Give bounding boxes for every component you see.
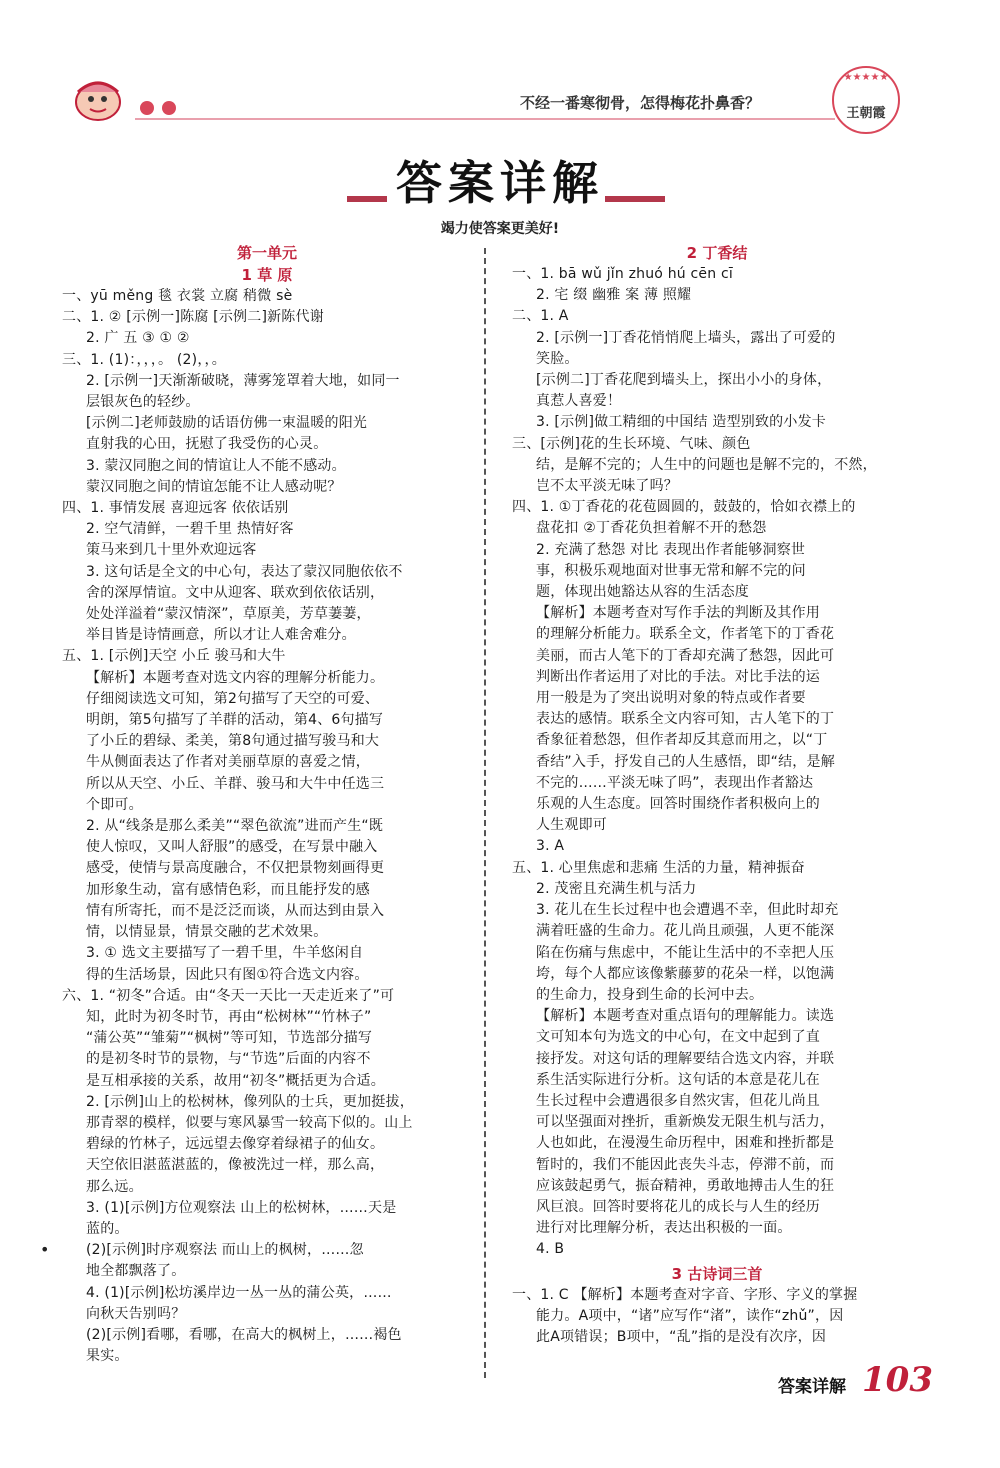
- answer-line: 四、1. ①丁香花的花苞圆圆的，鼓鼓的，恰如衣襟上的: [512, 499, 856, 516]
- right-column: [512, 242, 922, 1348]
- answer-line: 3. 蒙汉同胞之间的情谊让人不能不感动。: [86, 457, 346, 474]
- answer-line: 3. 这句话是全文的中心句，表达了蒙汉同胞依依不: [86, 563, 403, 580]
- answer-line: 判断出作者运用了对比的手法。对比手法的运: [536, 668, 820, 685]
- answer-line: 表达的感情。联系全文内容可知，古人笔下的丁: [536, 711, 835, 728]
- answer-line: 蒙汉同胞之间的情谊怎能不让人感动呢？: [86, 478, 342, 495]
- answer-line: 人也如此，在漫漫生命历程中，困难和挫折都是: [536, 1135, 835, 1152]
- answer-line: 二、1. ② [示例一]陈腐 [示例二]新陈代谢: [62, 309, 324, 326]
- page-number: 103: [862, 1360, 933, 1400]
- answer-line: 2. [示例]山上的松树林，像列队的士兵，更加挺拔，: [86, 1093, 414, 1110]
- answer-line: 2. [示例一]天渐渐破晓，薄雾笼罩着大地，如同一: [86, 372, 400, 389]
- dot: [140, 101, 154, 115]
- answer-line: 2. 空气清鲜，一碧千里 热情好客: [86, 521, 294, 538]
- footer-label: 答案详解: [778, 1377, 846, 1397]
- answer-line: 策马来到几十里外欢迎远客: [86, 542, 257, 559]
- right-answer-lines: [512, 1285, 922, 1349]
- answer-line: 3. (1)[示例]方位观察法 山上的松树林，……天是: [86, 1199, 397, 1216]
- answer-line: 明朗，第5句描写了羊群的活动，第4、6句描写: [86, 712, 384, 729]
- answer-line: 所以从天空、小丘、羊群、骏马和大牛中任选三: [86, 775, 385, 792]
- answer-line: 蓝的。: [86, 1220, 129, 1237]
- answer-line: 举目皆是诗情画意，所以才让人难舍难分。: [86, 627, 356, 644]
- answer-line: 了小丘的碧绿、柔美，第8句通过描写骏马和大: [86, 733, 380, 750]
- answer-line: 三、1. (1)：，，，。 (2)，，。: [62, 351, 226, 368]
- answer-line: 2. 充满了愁怨 对比 表现出作者能够洞察世: [536, 541, 806, 558]
- stars-icon: ★★★★★: [843, 72, 889, 83]
- answer-line: 陷在伤痛与焦虑中，不能让生活中的不幸把人压: [536, 944, 835, 961]
- page-title: 答案详解: [396, 156, 604, 210]
- answer-line: 那青翠的模样，似要与寒风暴雪一较高下似的。山上: [86, 1114, 413, 1131]
- answer-line: 情，以情显景，情景交融的艺术效果。: [86, 924, 328, 941]
- answer-line: 六、1. “初冬”合适。由“冬天一天比一天走近来了”可: [62, 987, 395, 1004]
- answer-line: 使人惊叹，又叫人舒服”的感受，在写景中融入: [86, 839, 378, 856]
- header-rule: [135, 118, 835, 120]
- answer-line: 得的生活场景，因此只有图①符合选文内容。: [86, 966, 369, 983]
- answer-line: 4. B: [536, 1241, 565, 1258]
- answer-line: 2. 广 五 ③ ① ②: [86, 330, 190, 347]
- answer-line: 一、yū měng 毯 衣裳 立腐 稍微 sè: [62, 288, 293, 304]
- answer-line: 应该鼓起勇气，振奋精神，勇敢地搏击人生的狂: [536, 1177, 835, 1194]
- answer-line: 一、1. bā wǔ jǐn zhuó hú cēn cī: [512, 266, 733, 282]
- answer-line: 的是初冬时节的景物，与“节选”后面的内容不: [86, 1051, 371, 1068]
- answer-line: 的理解分析能力。联系全文，作者笔下的丁香花: [536, 626, 835, 643]
- answer-line: 2. 从“线条是那么柔美”“翠色欲流”进而产生“既: [86, 818, 384, 835]
- header-motto: 不经一番寒彻骨，怎得梅花扑鼻香？: [520, 94, 761, 112]
- answer-line: 牛从侧面表达了作者对美丽草原的喜爱之情，: [86, 754, 370, 771]
- answer-line: 五、1. 心里焦虑和悲痛 生活的力量，精神振奋: [512, 859, 805, 876]
- answer-line: 题，体现出她豁达从容的生活态度: [536, 584, 749, 601]
- answer-line: (2)[示例]时序观察法 而山上的枫树，……忽: [86, 1242, 364, 1259]
- lesson-heading: 2 丁香结: [686, 244, 748, 262]
- answer-line: 那么远。: [86, 1178, 143, 1195]
- answer-line: 的生命力，投身到生命的长河中去。: [536, 986, 764, 1003]
- answer-line: 4. (1)[示例]松坊溪岸边一丛一丛的蒲公英，……: [86, 1284, 392, 1301]
- answer-line: 层银灰色的轻纱。: [86, 394, 200, 411]
- answer-line: 3. 花儿在生长过程中也会遭遇不幸，但此时却充: [536, 902, 839, 919]
- page-subtitle: 竭力使答案更美好!: [440, 221, 560, 237]
- answer-line: 暂时的，我们不能因此丧失斗志，停滞不前，而: [536, 1156, 835, 1173]
- answer-line: 向秋天告别吗？: [86, 1305, 186, 1322]
- answer-line: 直射我的心田，抚慰了我受伤的心灵。: [86, 436, 328, 453]
- answer-line: 3. ① 选文主要描写了一碧千里，牛羊悠闲自: [86, 945, 364, 962]
- answer-line: 岂不太平淡无味了吗？: [536, 478, 678, 495]
- answer-line: 一、1. C 【解析】本题考查对字音、字形、字义的掌握: [512, 1286, 858, 1303]
- answer-line: 【解析】本题考查对写作手法的判断及其作用: [536, 605, 820, 622]
- answer-line: 用一般是为了突出说明对象的特点或作者要: [536, 690, 806, 707]
- answer-line: 系生活实际进行分析。这句话的本意是花儿在: [536, 1071, 820, 1088]
- title-bar-left: [347, 196, 387, 202]
- answer-line: 3. A: [536, 838, 565, 855]
- answer-line: 地全都飘落了。: [86, 1263, 186, 1280]
- answer-line: 接抒发。对这句话的理解要结合选文内容，并联: [536, 1050, 835, 1067]
- answer-line: 仔细阅读选文可知，第2句描写了天空的可爱、: [86, 690, 380, 707]
- column-divider: [484, 248, 486, 1378]
- answer-line: 事，积极乐观地面对世事无常和解不完的问: [536, 562, 806, 579]
- answer-line: 【解析】本题考查对重点语句的理解能力。读选: [536, 1008, 835, 1025]
- unit-heading: 第一单元: [236, 244, 297, 262]
- answer-line: 2. [示例一]丁香花悄悄爬上墙头，露出了可爱的: [536, 329, 836, 346]
- bullet-mark: •: [40, 1240, 50, 1259]
- answer-line: 加形象生动，富有感情色彩，而且能抒发的感: [86, 881, 370, 898]
- answer-line: 情有所寄托，而不是泛泛而谈，从而达到由景入: [86, 902, 385, 919]
- lesson-heading: 3 古诗词三首: [671, 1264, 763, 1283]
- answer-line: 能力。A项中，“诸”应写作“渚”，读作“zhǔ”，因: [536, 1307, 844, 1324]
- title-bar-right: [605, 196, 665, 202]
- answer-line: 舍的深厚情谊。文中从迎客、联欢到依依话别，: [86, 584, 385, 601]
- answer-line: 二、1. A: [512, 308, 569, 325]
- answer-line: 满着旺盛的生命力。花儿尚且顽强，人更不能深: [536, 923, 835, 940]
- answer-line: 人生观即可: [536, 817, 607, 834]
- answer-line: (2)[示例]看哪，看哪，在高大的枫树上，……褐色: [86, 1326, 402, 1343]
- answer-line: 垮，每个人都应该像紫藤萝的花朵一样，以饱满: [536, 965, 835, 982]
- answer-line: 笑脸。: [536, 350, 579, 367]
- answer-line: 3. [示例]做工精细的中国结 造型别致的小发卡: [536, 414, 826, 431]
- answer-line: 是互相承接的关系，故用“初冬”概括更为合适。: [86, 1072, 385, 1089]
- answer-line: 结，是解不完的；人生中的问题也是解不完的，不然，: [536, 456, 877, 473]
- answer-line: 真惹人喜爱！: [536, 393, 622, 410]
- answer-line: 2. 宅 缀 幽雅 案 薄 照耀: [536, 287, 692, 304]
- answer-line: “蒲公英”“雏菊”“枫树”等可知，节选部分描写: [86, 1030, 373, 1047]
- answer-line: 个即可。: [86, 796, 143, 813]
- answer-line: 五、1. [示例]天空 小丘 骏马和大牛: [62, 648, 286, 665]
- answer-line: 美丽，而古人笔下的丁香却充满了愁怨，因此可: [536, 647, 835, 664]
- brand-name: 王朝霞: [846, 106, 886, 121]
- answer-line: 四、1. 事情发展 喜迎远客 依依话别: [62, 500, 289, 517]
- answer-line: 香结”入手，抒发自己的人生感悟，即“结，是解: [536, 753, 835, 770]
- answer-line: 文可知本句为选文的中心句，在文中起到了直: [536, 1029, 820, 1046]
- left-answer-lines: [62, 286, 472, 1367]
- answer-line: 果实。: [86, 1348, 129, 1365]
- answer-line: 乐观的人生态度。回答时围绕作者积极向上的: [536, 796, 820, 813]
- answer-line: 香象征着愁怨，但作者却反其意而用之，以“丁: [536, 732, 828, 749]
- answer-line: 可以坚强面对挫折，重新焕发无限生机与活力，: [536, 1114, 835, 1131]
- answer-line: 知，此时为初冬时节，再由“松树林”“竹林子”: [86, 1008, 372, 1025]
- answer-line: 碧绿的竹林子，远远望去像穿着绿裙子的仙女。: [86, 1136, 385, 1153]
- brand-logo: [832, 66, 900, 134]
- answer-line: 三、[示例]花的生长环境、气味、颜色: [512, 435, 751, 452]
- decorative-dots: [140, 100, 184, 119]
- answer-line: 2. 茂密且充满生机与活力: [536, 880, 697, 897]
- answer-line: [示例二]丁香花爬到墙头上，探出小小的身体，: [536, 372, 832, 389]
- answer-line: 感受，使情与景高度融合，不仅把景物刻画得更: [86, 860, 385, 877]
- lesson-heading: 1 草 原: [241, 266, 293, 284]
- answer-line: 生长过程中会遭遇很多自然灾害，但花儿尚且: [536, 1092, 820, 1109]
- dot: [162, 101, 176, 115]
- answer-line: 不完的……平淡无味了吗”，表现出作者豁达: [536, 774, 814, 791]
- answer-line: [示例二]老师鼓励的话语仿佛一束温暖的阳光: [86, 415, 368, 432]
- answer-line: 此A项错误；B项中，“乱”指的是没有次序，因: [536, 1328, 827, 1345]
- answer-line: 盘花扣 ②丁香花负担着解不开的愁怨: [536, 520, 767, 537]
- answer-line: 风巨浪。回答时要将花儿的成长与人生的经历: [536, 1198, 820, 1215]
- answer-line: 进行对比理解分析，表达出积极的一面。: [536, 1220, 792, 1237]
- left-column: [62, 242, 472, 1367]
- right-answer-lines: [512, 264, 922, 1261]
- answer-line: 处处洋溢着“蒙汉情深”，草原美，芳草萋萋，: [86, 606, 371, 623]
- answer-line: 【解析】本题考查对选文内容的理解分析能力。: [86, 669, 385, 686]
- answer-line: 天空依旧湛蓝湛蓝的，像被洗过一样，那么高，: [86, 1157, 385, 1174]
- title-block: [355, 156, 645, 210]
- mascot-icon: [70, 72, 132, 124]
